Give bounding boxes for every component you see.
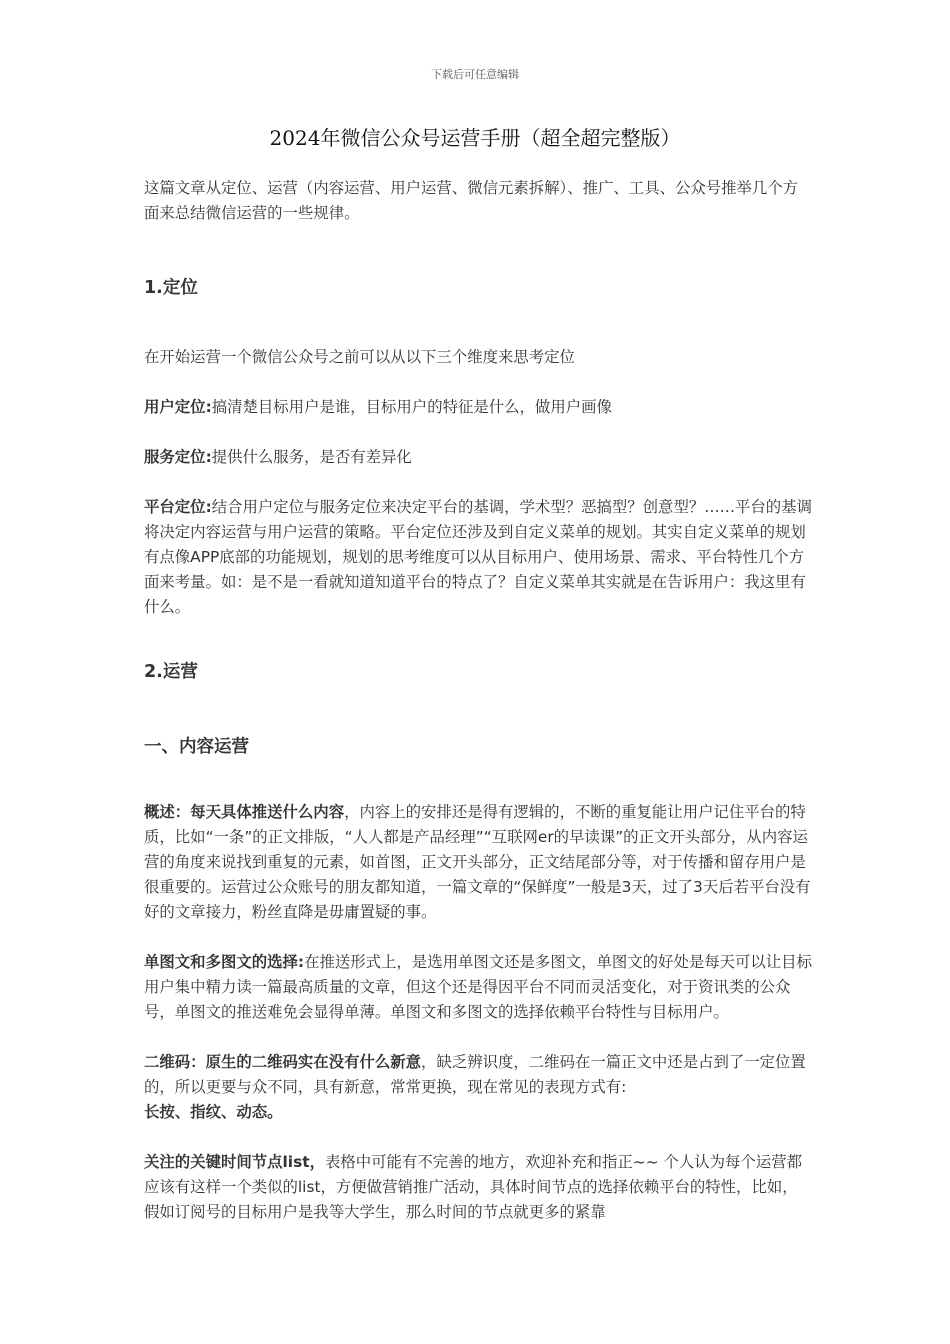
user-positioning-paragraph [144,395,812,420]
key-time-nodes-label: 关注的关键时间节点list， [144,1153,325,1171]
qr-code-paragraph [144,1050,812,1100]
overview-text: ，内容上的安排还是得有逻辑的，不断的重复能让用户记住平台的特质，比如“一条”的正文排版，“人人都是产品经理”“互联网er的早读课”的正文开头部分，从内容运营的角度来说找到重复的元素，如首图，正文开头部分，正文结尾部分等，对于传播和留存用户是很重要的。运营过公众账号的朋友都知道，一篇文章的“保鲜度”一般是3天，过了3天后若平台没有好的文章接力，粉丝直降是毋庸置疑的事。 [144,803,811,921]
single-multi-article-text: 在推送形式上，是选用单图文还是多图文，单图文的好处是每天可以让目标用户集中精力读一篇最高质量的文章，但这个还是得因平台不同而灵活变化，对于资讯类的公众号，单图文的推送难免会显得单薄。单图文和多图文的选择依赖平台特性与目标用户。 [144,953,812,1021]
platform-positioning-text: 结合用户定位与服务定位来决定平台的基调，学术型？恶搞型？创意型？……平台的基调将决定内容运营与用户运营的策略。平台定位还涉及到自定义菜单的规划。其实自定义菜单的规划有点像APP底部的功能规划，规划的思考维度可以从目标用户、使用场景、需求、平台特性几个方面来考量。如：是不是一看就知道知道平台的特点了？自定义菜单其实就是在告诉用户：我这里有什么。 [144,498,812,616]
header-note: 下载后可任意编辑 [431,68,519,81]
user-positioning-text: 搞清楚目标用户是谁，目标用户的特征是什么，做用户画像 [211,398,612,416]
document-title: 2024年微信公众号运营手册（超全超完整版） [269,126,681,150]
qr-methods-line [144,1100,812,1125]
key-time-nodes-text: 表格中可能有不完善的地方，欢迎补充和指正~~ 个人认为每个运营都应该有这样一个类似的list，方便做营销推广活动，具体时间节点的选择依赖平台的特性，比如，假如订阅号的目标用户是我等大学生，那么时间的节点就更多的紧靠 [144,1153,802,1221]
subsection-heading-content-operations: 一、内容运营 [144,737,249,757]
single-multi-article-paragraph [144,950,812,1025]
overview-paragraph [144,800,812,925]
section-heading-positioning: 1.定位 [144,278,198,298]
platform-positioning-label: 平台定位: [144,498,212,516]
single-multi-article-label: 单图文和多图文的选择: [144,953,305,971]
positioning-lead: 在开始运营一个微信公众号之前可以从以下三个维度来思考定位 [144,348,575,366]
intro-paragraph: 这篇文章从定位、运营（内容运营、用户运营、微信元素拆解）、推广、工具、公众号推举几个方面来总结微信运营的一些规律。 [144,179,799,222]
qr-code-label: 二维码：原生的二维码实在没有什么新意 [144,1053,422,1071]
qr-code-text: ，缺乏辨识度，二维码在一篇正文中还是占到了一定位置的，所以更要与众不同，具有新意，常常更换，现在常见的表现方式有: [144,1053,806,1096]
overview-label: 概述：每天具体推送什么内容 [144,803,345,821]
platform-positioning-paragraph [144,495,812,620]
service-positioning-text: 提供什么服务，是否有差异化 [211,448,412,466]
section-heading-operations: 2.运营 [144,662,198,682]
document-body [144,176,812,1225]
qr-methods: 长按、指纹、动态。 [144,1103,283,1121]
service-positioning-paragraph [144,445,812,470]
key-time-nodes-paragraph [144,1150,812,1225]
service-positioning-label: 服务定位: [144,448,212,466]
user-positioning-label: 用户定位: [144,398,212,416]
